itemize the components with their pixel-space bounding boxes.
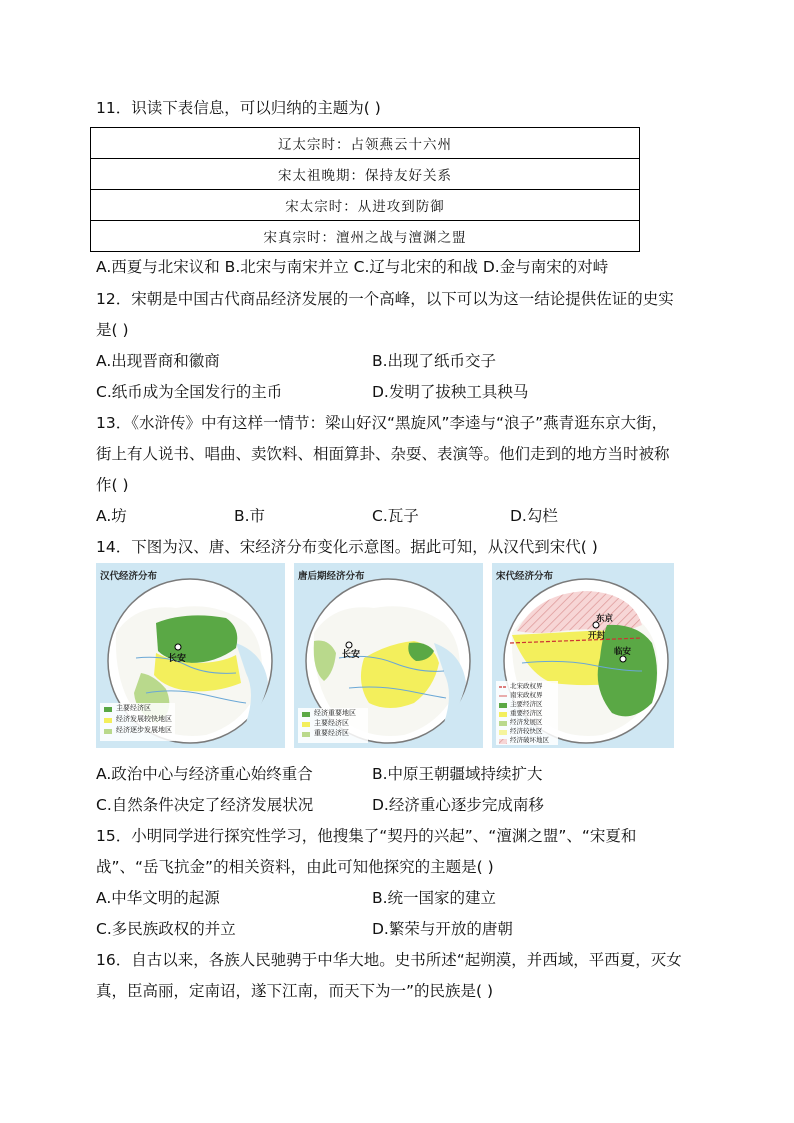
song-map bbox=[492, 563, 681, 748]
han-city-label: 长安 bbox=[168, 654, 187, 664]
q13-stem-line3: 作( ) bbox=[96, 476, 129, 494]
q12-option-c: C.纸币成为全国发行的主币 bbox=[96, 383, 283, 401]
legend-item: 南宋政权界 bbox=[510, 691, 543, 699]
economic-distribution-maps bbox=[96, 563, 674, 748]
q15-stem-line1: 15．小明同学进行探究性学习，他搜集了“契丹的兴起”、“澶渊之盟”、“宋夏和 bbox=[96, 827, 637, 845]
table-row: 宋太宗时：从进攻到防御 bbox=[91, 190, 640, 221]
table-row: 宋太祖晚期：保持友好关系 bbox=[91, 159, 640, 190]
q14-option-b: B.中原王朝疆域持续扩大 bbox=[372, 765, 543, 783]
q12-option-b: B.出现了纸币交子 bbox=[372, 352, 497, 370]
legend-item: 重要经济区 bbox=[510, 709, 543, 717]
q15-stem-line2: 战”、“岳飞抗金”的相关资料，由此可知他探究的主题是( ) bbox=[96, 858, 494, 876]
legend-item: 经济较快区 bbox=[510, 727, 543, 735]
q16-stem-line2: 真，臣高丽，定南诏，遂下江南，而天下为一”的民族是( ) bbox=[96, 982, 494, 1000]
q12-stem-line2: 是( ) bbox=[96, 321, 129, 339]
q15-option-c: C.多民族政权的并立 bbox=[96, 920, 236, 938]
legend-item: 经济发展区 bbox=[510, 718, 543, 726]
legend-item: 经济逐步发展地区 bbox=[116, 726, 172, 734]
song-city-dongjing: 东京 bbox=[596, 614, 614, 624]
table-row: 辽太宗时：占领燕云十六州 bbox=[91, 128, 640, 159]
tang-map bbox=[294, 563, 483, 748]
song-city-kaifeng: 开封 bbox=[588, 631, 606, 641]
song-map-title: 宋代经济分布 bbox=[496, 571, 554, 582]
table-row: 宋真宗时：澶州之战与澶渊之盟 bbox=[91, 221, 640, 252]
q11-options: A.西夏与北宋议和 B.北宋与南宋并立 C.辽与北宋的和战 D.金与南宋的对峙 bbox=[96, 258, 609, 276]
legend-item: 主要经济区 bbox=[510, 700, 543, 708]
q14-option-a: A.政治中心与经济重心始终重合 bbox=[96, 765, 313, 783]
legend-item: 主要经济区 bbox=[116, 704, 151, 712]
q11-stem: 11．识读下表信息，可以归纳的主题为( ) bbox=[96, 99, 381, 117]
legend-item: 经济发展较快地区 bbox=[116, 715, 172, 723]
tang-legend bbox=[314, 708, 356, 738]
q15-option-b: B.统一国家的建立 bbox=[372, 889, 497, 907]
han-map bbox=[96, 563, 285, 748]
q14-option-d: D.经济重心逐步完成南移 bbox=[372, 796, 544, 814]
song-city-linan: 临安 bbox=[614, 647, 632, 657]
q13-option-b: B.市 bbox=[234, 507, 266, 525]
q13-stem-line2: 街上有人说书、唱曲、卖饮料、相面算卦、杂耍、表演等。他们走到的地方当时被称 bbox=[96, 445, 670, 463]
q11-info-table bbox=[90, 127, 640, 252]
q13-option-a: A.坊 bbox=[96, 507, 127, 525]
legend-item: 经济重要地区 bbox=[314, 709, 356, 717]
q15-option-a: A.中华文明的起源 bbox=[96, 889, 220, 907]
legend-item: 重要经济区 bbox=[314, 729, 349, 737]
q14-stem: 14．下图为汉、唐、宋经济分布变化示意图。据此可知，从汉代到宋代( ) bbox=[96, 538, 598, 556]
q12-option-d: D.发明了拔秧工具秧马 bbox=[372, 383, 529, 401]
q12-option-a: A.出现晋商和徽商 bbox=[96, 352, 220, 370]
han-legend bbox=[116, 703, 172, 736]
q14-option-c: C.自然条件决定了经济发展状况 bbox=[96, 796, 314, 814]
tang-map-title: 唐后期经济分布 bbox=[298, 571, 365, 582]
tang-city-label: 长安 bbox=[342, 650, 361, 660]
song-legend bbox=[510, 682, 549, 745]
q13-stem-line1: 13．《水浒传》中有这样一情节：梁山好汉“黑旋风”李逵与“浪子”燕青逛东京大街， bbox=[96, 414, 668, 432]
q13-option-d: D.勾栏 bbox=[510, 507, 558, 525]
q16-stem-line1: 16．自古以来，各族人民驰骋于中华大地。史书所述“起朔漠，并西域，平西夏，灭女 bbox=[96, 951, 682, 969]
q12-stem-line1: 12．宋朝是中国古代商品经济发展的一个高峰，以下可以为这一结论提供佐证的史实 bbox=[96, 290, 674, 308]
q15-option-d: D.繁荣与开放的唐朝 bbox=[372, 920, 513, 938]
legend-item: 经济破坏地区 bbox=[510, 736, 549, 744]
han-map-title: 汉代经济分布 bbox=[100, 571, 158, 582]
q13-option-c: C.瓦子 bbox=[372, 507, 419, 525]
legend-item: 主要经济区 bbox=[314, 719, 349, 727]
legend-item: 北宋政权界 bbox=[510, 682, 543, 690]
